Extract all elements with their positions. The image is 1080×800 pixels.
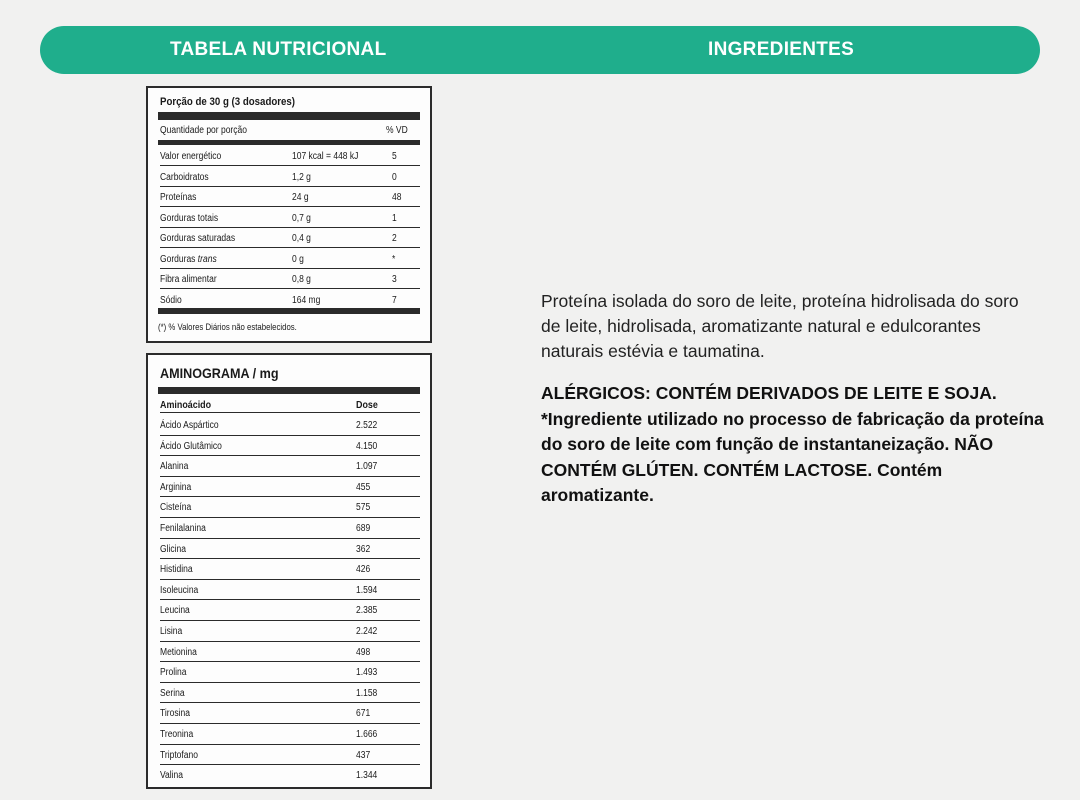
aminogram-row [160,477,420,498]
aminogram-title: AMINOGRAMA / mg [160,365,279,381]
aminoacid-name: Ácido Glutâmico [160,440,222,452]
nutrient-amount: 24 g [292,192,309,203]
aminoacid-name: Cisteína [160,502,192,514]
aminoacid-name: Triptofano [160,749,198,761]
aminogram-row [160,724,420,745]
nutrient-name: Gorduras totais [160,212,219,224]
nutrient-name: Proteínas [160,192,197,203]
nutrition-footnote: (*) % Valores Diários não estabelecidos. [158,322,297,333]
aminogram-row [160,703,420,724]
aminogram-row [160,662,420,683]
nutrient-vd: 1 [392,212,397,224]
aminoacid-dose: 437 [356,749,371,761]
portion-label: Porção de 30 g (3 dosadores) [160,96,296,108]
aminoacid-dose: 1.344 [356,770,378,782]
aminoacid-name: Arginina [160,481,192,493]
tab-ingredients[interactable]: INGREDIENTES [708,39,855,60]
aminoacid-dose: 2.522 [356,420,378,431]
nutrient-vd: 2 [392,233,397,244]
aminoacid-name: Alanina [160,461,189,473]
nutrient-amount: 0 g [292,253,304,265]
nutrition-row [160,166,420,187]
nutrient-amount: 0,4 g [292,233,311,244]
aminoacid-name: Isoleucina [160,584,199,596]
aminoacid-dose: 689 [356,523,371,534]
aminogram-row [160,621,420,642]
aminogram-row [160,683,420,704]
nutrient-name: Carboidratos [160,171,209,183]
nutrient-vd: 0 [392,171,397,183]
nutrient-amount: 1,2 g [292,171,311,183]
tab-nutrition-table[interactable]: TABELA NUTRICIONAL [170,39,387,60]
nutrient-vd: * [392,253,396,265]
nutrition-row [160,207,420,228]
aminoacid-dose: 2.242 [356,626,378,637]
quantity-header: Quantidade por porção [160,125,247,136]
nutrient-amount: 107 kcal = 448 kJ [292,151,359,162]
nutrition-table [146,86,432,343]
nutrient-name: Valor energético [160,151,222,162]
aminoacid-dose: 1.666 [356,729,378,740]
aminoacid-name: Valina [160,770,184,782]
aminoacid-name: Leucina [160,605,190,617]
aminogram-row [160,642,420,663]
nutrition-row [160,186,420,207]
divider [158,387,420,394]
aminoacid-name: Ácido Aspártico [160,420,219,431]
aminoacid-name: Lisina [160,626,183,637]
aminoacid-name: Glicina [160,543,186,555]
aminogram-row [160,559,420,580]
aminogram-row [160,456,420,477]
nutrient-amount: 164 mg [292,294,321,306]
aminoacid-name: Treonina [160,729,194,740]
aminogram-row [160,518,420,539]
aminoacid-header: Aminoácido [160,399,212,411]
aminogram-row [160,539,420,560]
nutrient-vd: 3 [392,274,397,285]
aminoacid-dose: 1.493 [356,667,378,679]
nutrition-header-row [160,125,420,139]
dose-header: Dose [356,399,378,411]
aminoacid-dose: 2.385 [356,605,378,617]
aminoacid-dose: 575 [356,502,371,514]
aminogram-header-row [160,397,420,413]
nutrient-vd: 7 [392,294,397,306]
aminogram-row [160,497,420,518]
aminoacid-dose: 671 [356,708,371,720]
section-header-bar [40,26,1040,74]
nutrient-name: Sódio [160,294,182,306]
aminogram-row [160,600,420,621]
nutrient-name: Fibra alimentar [160,274,217,285]
aminoacid-dose: 455 [356,481,371,493]
allergens-text: ALÉRGICOS: CONTÉM DERIVADOS DE LEITE E SOJA. *Ingrediente utilizado no processo de fabricação da proteína do soro de leite com função de instantaneização. NÃO CONTÉM GLÚTEN. CONTÉM LACTOSE. Contém aromatizante. [541,383,1044,505]
aminoacid-name: Serina [160,687,185,699]
aminoacid-dose: 1.097 [356,461,378,473]
ingredients-text: Proteína isolada do soro de leite, proteína hidrolisada do soro de leite, hidrolisada, aromatizante natural e edulcorantes naturais estévia e taumatina. [541,291,1019,361]
nutrition-row [160,268,420,289]
aminoacid-name: Tirosina [160,708,190,720]
nutrient-vd: 48 [392,192,402,203]
nutrient-amount: 0,7 g [292,212,311,224]
aminoacid-dose: 426 [356,564,371,576]
aminoacid-dose: 362 [356,543,371,555]
aminogram-row [160,580,420,601]
aminogram-row [160,415,420,436]
aminogram-table [146,353,432,789]
aminoacid-name: Fenilalanina [160,523,206,534]
nutrition-row [160,145,420,166]
aminoacid-dose: 1.594 [356,584,378,596]
nutrient-amount: 0,8 g [292,274,311,285]
aminoacid-dose: 1.158 [356,687,378,699]
aminoacid-name: Prolina [160,667,187,679]
aminoacid-dose: 4.150 [356,440,378,452]
vd-header: % VD [386,125,408,136]
aminoacid-name: Histidina [160,564,193,576]
nutrition-row [160,248,420,269]
aminoacid-name: Metionina [160,646,197,658]
nutrition-row [160,227,420,248]
nutrition-row [160,289,420,310]
nutrient-vd: 5 [392,151,397,162]
nutrient-name: Gorduras trans [160,253,217,265]
nutrient-name: Gorduras saturadas [160,233,236,244]
divider [158,112,420,120]
divider [158,308,420,314]
aminogram-row [160,765,420,785]
aminogram-row [160,436,420,457]
aminoacid-dose: 498 [356,646,371,658]
aminogram-row [160,745,420,766]
